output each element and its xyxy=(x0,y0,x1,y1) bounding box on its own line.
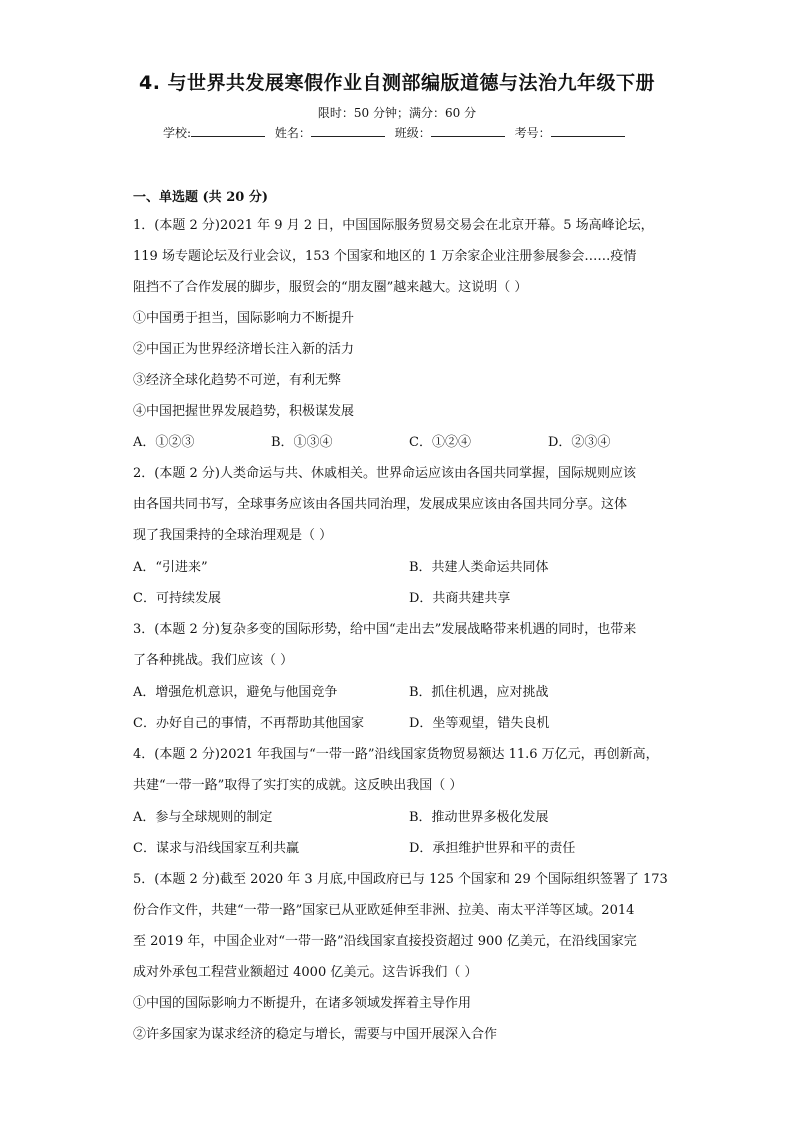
q2-option-a: A．“引进来” xyxy=(133,560,208,575)
q1-statement: ①中国勇于担当，国际影响力不断提升 xyxy=(133,311,355,326)
q4-stem-line: 4．(本题 2 分)2021 年我国与“一带一路”沿线国家货物贸易额达 11.6 万亿元，再创新高， xyxy=(133,747,659,762)
q4-option-d: D．承担维护世界和平的责任 xyxy=(409,841,576,856)
q5-statement: ②许多国家为谋求经济的稳定与增长，需要与中国开展深入合作 xyxy=(133,1027,498,1042)
q2-stem-line: 现了我国秉持的全球治理观是（ ） xyxy=(133,528,333,543)
q1-stem-line: 阻挡不了合作发展的脚步，服贸会的“朋友圈”越来越大。这说明（ ） xyxy=(133,280,528,295)
q3-stem-line: 了各种挑战。我们应该（ ） xyxy=(133,653,294,668)
q2-option-c: C．可持续发展 xyxy=(133,591,221,606)
class-label: 班级： xyxy=(394,126,431,140)
exam-time-score: 限时：50 分钟；满分：60 分 xyxy=(317,106,477,120)
number-blank xyxy=(551,125,625,137)
school-label: 学校: xyxy=(163,126,192,140)
q5-stem-line: 5．(本题 2 分)截至 2020 年 3 月底,中国政府已与 125 个国家和 29 个国际组织签署了 173 xyxy=(133,872,668,887)
section-heading: 一、单选题 (共 20 分) xyxy=(133,190,268,205)
q4-option-c: C．谋求与沿线国家互利共赢 xyxy=(133,841,299,856)
q1-statement: ②中国正为世界经济增长注入新的活力 xyxy=(133,342,355,357)
q1-stem-line: 1．(本题 2 分)2021 年 9 月 2 日，中国国际服务贸易交易会在北京开幕。5 场高峰论坛， xyxy=(133,218,654,233)
q1-statement: ③经济全球化趋势不可逆，有利无弊 xyxy=(133,373,342,388)
q2-option-b: B．共建人类命运共同体 xyxy=(409,560,549,575)
q4-stem-line: 共建“一带一路”取得了实打实的成就。这反映出我国（ ） xyxy=(133,778,463,793)
q1-option-c: C．①②④ xyxy=(409,435,471,450)
q3-option-c: C．办好自己的事情，不再帮助其他国家 xyxy=(133,716,364,731)
q3-option-a: A．增强危机意识，避免与他国竞争 xyxy=(133,685,338,700)
number-label: 考号： xyxy=(514,126,551,140)
q5-stem-line: 成对外承包工程营业额超过 4000 亿美元。这告诉我们（ ） xyxy=(133,965,478,980)
q2-stem-line: 2．(本题 2 分)人类命运与共、休戚相关。世界命运应该由各国共同掌握，国际规则应该 xyxy=(133,466,636,481)
name-blank xyxy=(311,125,385,137)
q5-stem-line: 至 2019 年，中国企业对“一带一路”沿线国家直接投资超过 900 亿美元，在沿线国家完 xyxy=(133,934,637,949)
q2-option-d: D．共商共建共享 xyxy=(409,591,511,606)
q1-option-b: B．①③④ xyxy=(271,435,333,450)
q1-stem-line: 119 场专题论坛及行业会议，153 个国家和地区的 1 万余家企业注册参展参会……疫情 xyxy=(133,249,637,264)
student-info-row xyxy=(163,124,631,141)
name-label: 姓名： xyxy=(274,126,311,140)
q3-option-b: B．抓住机遇，应对挑战 xyxy=(409,685,549,700)
q5-stem-line: 份合作文件，共建“一带一路”国家已从亚欧延伸至非洲、拉美、南太平洋等区域。2014 xyxy=(133,903,635,918)
q4-option-a: A．参与全球规则的制定 xyxy=(133,810,273,825)
q3-stem-line: 3．(本题 2 分)复杂多变的国际形势，给中国“走出去”发展战略带来机遇的同时，也带来 xyxy=(133,622,637,637)
school-blank xyxy=(191,125,265,137)
q1-option-d: D．②③④ xyxy=(548,435,611,450)
q4-option-b: B．推动世界多极化发展 xyxy=(409,810,549,825)
class-blank xyxy=(431,125,505,137)
q3-option-d: D．坐等观望，错失良机 xyxy=(409,716,550,731)
q1-statement: ④中国把握世界发展趋势，积极谋发展 xyxy=(133,404,355,419)
q2-stem-line: 由各国共同书写，全球事务应该由各国共同治理，发展成果应该由各国共同分享。这体 xyxy=(133,497,628,512)
q5-statement: ①中国的国际影响力不断提升，在诸多领域发挥着主导作用 xyxy=(133,996,472,1011)
page-title: 4. 与世界共发展寒假作业自测部编版道德与法治九年级下册 xyxy=(138,72,656,94)
q1-option-a: A．①②③ xyxy=(133,435,195,450)
